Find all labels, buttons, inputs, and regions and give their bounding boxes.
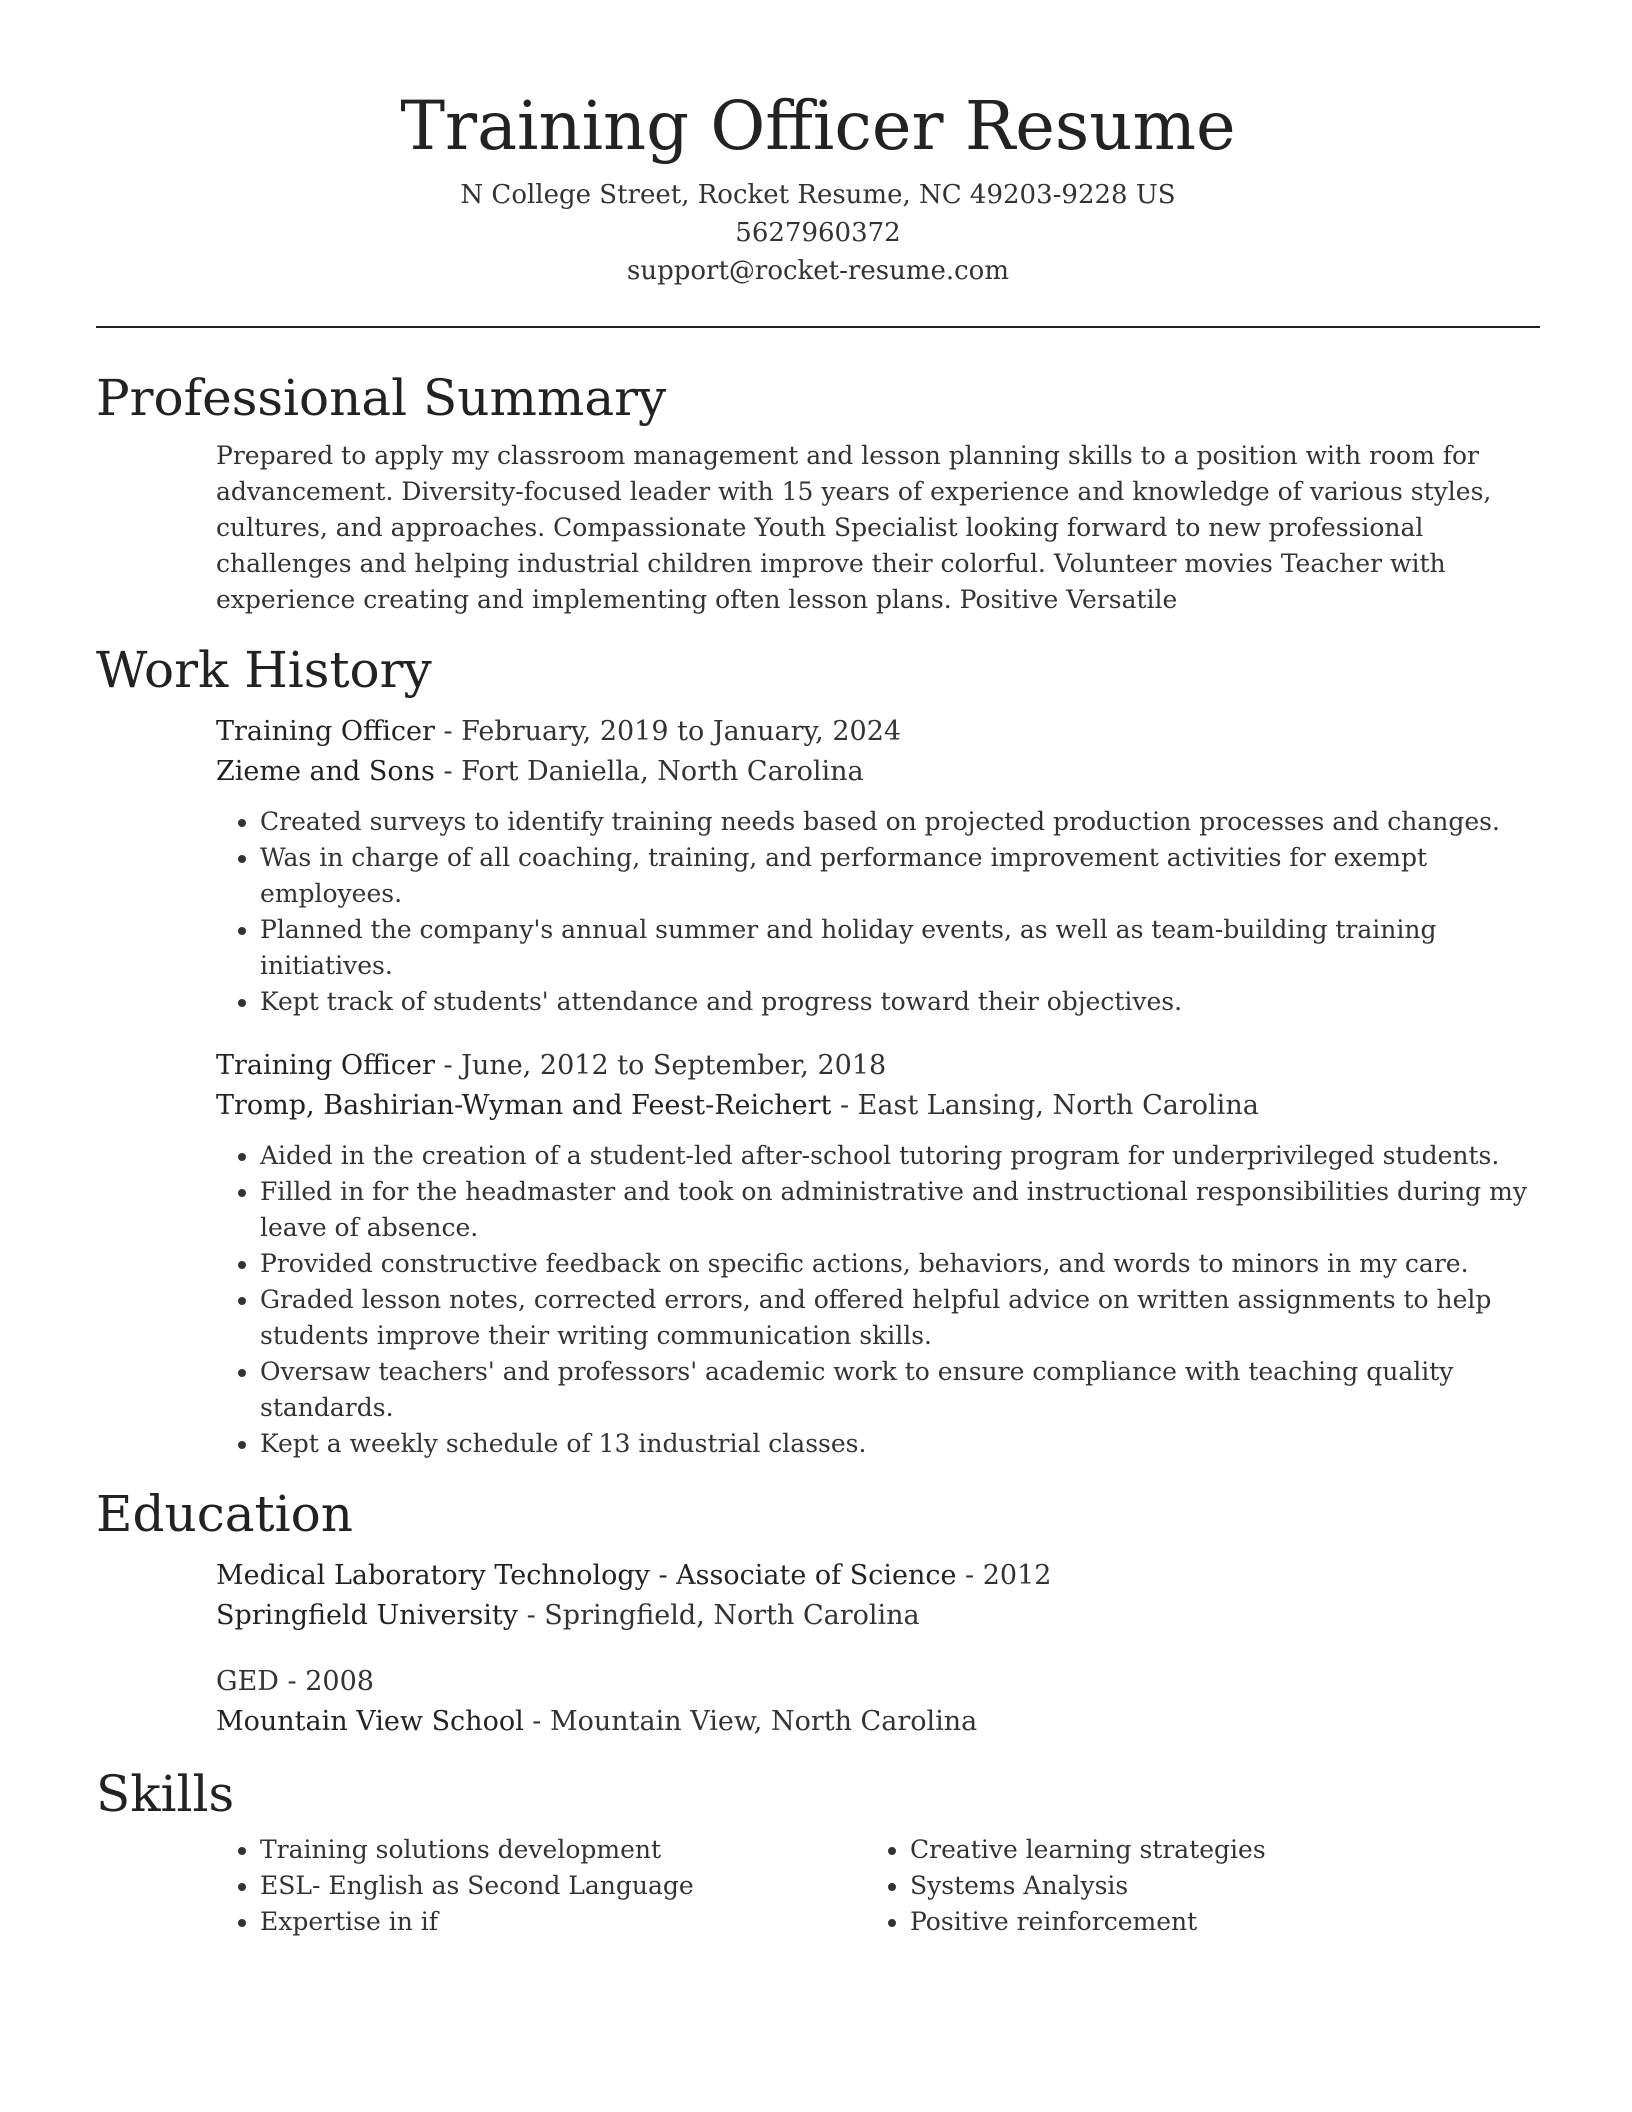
skill-item: • Expertise in if <box>260 1904 866 1940</box>
job-bullet: • Graded lesson notes, corrected errors, and offered helpful advice on written assignments to help students improve their writing communication skills. <box>260 1282 1540 1354</box>
skills-list <box>866 1832 1516 1940</box>
skill-item: • Positive reinforcement <box>910 1904 1516 1940</box>
education-school: Mountain View School <box>216 1706 524 1737</box>
skills-column-left <box>216 1832 866 1940</box>
resume-page <box>96 0 1540 1940</box>
header-divider <box>96 326 1540 328</box>
education-section <box>96 1482 1540 1742</box>
job-title-line <box>216 1046 1540 1086</box>
job-title-line <box>216 712 1540 752</box>
education-year: - 2008 <box>278 1666 374 1697</box>
skills-columns <box>216 1832 1540 1940</box>
job-company-line <box>216 1086 1540 1126</box>
job-bullet: • Kept a weekly schedule of 13 industrial classes. <box>260 1426 1540 1462</box>
skills-heading: Skills <box>96 1765 235 1823</box>
job-bullet: • Planned the company's annual summer and holiday events, as well as team-building training initiatives. <box>260 912 1540 984</box>
job-dates: - February, 2019 to January, 2024 <box>434 716 902 747</box>
contact-address: N College Street, Rocket Resume, NC 49203-9228 US <box>460 180 1176 210</box>
education-school-line <box>216 1702 1540 1742</box>
resume-title: Training Officer Resume <box>400 87 1236 165</box>
education-heading: Education <box>96 1485 353 1543</box>
skill-item: • ESL- English as Second Language <box>260 1868 866 1904</box>
skills-section <box>96 1762 1540 1940</box>
job-title: Training Officer <box>216 716 435 747</box>
resume-header <box>96 0 1540 290</box>
contact-block <box>96 176 1540 290</box>
job-bullet: • Kept track of students' attendance and progress toward their objectives. <box>260 984 1540 1020</box>
job-company-line <box>216 752 1540 792</box>
education-year: - 2012 <box>956 1560 1052 1591</box>
job-bullet: • Filled in for the headmaster and took on administrative and instructional responsibilities during my leave of absence. <box>260 1174 1540 1246</box>
job-bullet: • Oversaw teachers' and professors' academic work to ensure compliance with teaching quality standards. <box>260 1354 1540 1426</box>
education-entry <box>216 1556 1540 1636</box>
job-bullets <box>216 804 1540 1020</box>
summary-section <box>96 366 1540 618</box>
education-location: - Springfield, North Carolina <box>518 1600 920 1631</box>
education-degree-line <box>216 1556 1540 1596</box>
education-degree-line <box>216 1662 1540 1702</box>
education-school: Springfield University <box>216 1600 518 1631</box>
job-location: - Fort Daniella, North Carolina <box>434 756 864 787</box>
contact-email: support@rocket-resume.com <box>626 256 1009 286</box>
contact-phone: 5627960372 <box>735 218 901 248</box>
job-entry <box>216 1046 1540 1462</box>
job-dates: - June, 2012 to September, 2018 <box>434 1050 887 1081</box>
summary-text: Prepared to apply my classroom management and lesson planning skills to a position with room for advancement. Diversity-focused leader with 15 years of experience and knowledge of various styles, cultures, and approaches. Compassionate Youth Specialist looking forward to new professional challenges and helping industrial children improve their colorful. Volunteer movies Teacher with experience creating and implementing often lesson plans. Positive Versatile <box>216 441 1492 614</box>
education-school-line <box>216 1596 1540 1636</box>
job-entry <box>216 712 1540 1020</box>
skill-item: • Creative learning strategies <box>910 1832 1516 1868</box>
education-degree: Medical Laboratory Technology - Associate of Science <box>216 1560 957 1591</box>
job-location: - East Lansing, North Carolina <box>831 1090 1259 1121</box>
skills-list <box>216 1832 866 1940</box>
job-company: Zieme and Sons <box>216 756 435 787</box>
education-location: - Mountain View, North Carolina <box>523 1706 978 1737</box>
education-entry <box>216 1662 1540 1742</box>
job-bullet: • Was in charge of all coaching, training, and performance improvement activities for exempt employees. <box>260 840 1540 912</box>
work-history-section <box>96 638 1540 1462</box>
job-title: Training Officer <box>216 1050 435 1081</box>
skill-item: • Systems Analysis <box>910 1868 1516 1904</box>
job-bullets <box>216 1138 1540 1462</box>
job-bullet: • Created surveys to identify training needs based on projected production processes and changes. <box>260 804 1540 840</box>
job-bullet: • Aided in the creation of a student-led after-school tutoring program for underprivileged students. <box>260 1138 1540 1174</box>
skills-column-right <box>866 1832 1516 1940</box>
job-bullet: • Provided constructive feedback on specific actions, behaviors, and words to minors in my care. <box>260 1246 1540 1282</box>
summary-heading: Professional Summary <box>96 369 667 427</box>
work-history-heading: Work History <box>96 641 432 699</box>
skill-item: • Training solutions development <box>260 1832 866 1868</box>
education-degree: GED <box>216 1666 279 1697</box>
job-company: Tromp, Bashirian-Wyman and Feest-Reichert <box>216 1090 832 1121</box>
